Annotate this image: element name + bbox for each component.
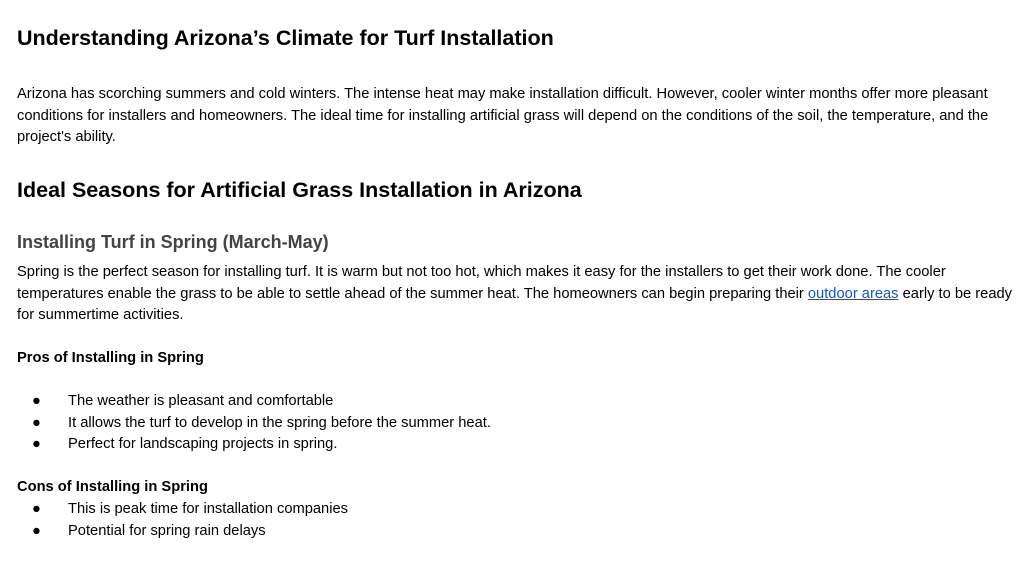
list-item-text: It allows the turf to develop in the spring before the summer heat.	[68, 414, 491, 431]
cons-heading: Cons of Installing in Spring	[17, 479, 208, 495]
list-item-text: Potential for spring rain delays	[68, 522, 266, 539]
outdoor-areas-link[interactable]: outdoor areas	[807, 285, 899, 302]
climate-paragraph: Arizona has scorching summers and cold winters. The intense heat may make installation difficult. However, cooler winter months offer more pleasant conditions for installers and homeowners. The ideal time for installing artificial grass will depend on the conditions of the soil, the temperature, and the project's ability.	[17, 86, 989, 145]
bullet-icon: ●	[32, 393, 41, 409]
list-item-text: Perfect for landscaping projects in spring.	[68, 436, 338, 452]
heading-spring: Installing Turf in Spring (March-May)	[17, 232, 329, 252]
bullet-icon: ●	[32, 414, 41, 431]
pros-heading: Pros of Installing in Spring	[17, 350, 204, 366]
list-item-pro-2	[17, 413, 491, 435]
list-item-con-2	[17, 521, 266, 543]
list-item-text: This is peak time for installation companies	[68, 501, 349, 517]
spring-paragraph	[17, 262, 1012, 327]
heading-ideal-seasons: Ideal Seasons for Artificial Grass Installation in Arizona	[17, 178, 582, 202]
list-item-con-1	[17, 499, 348, 521]
list-item-text: The weather is pleasant and comfortable	[68, 393, 334, 409]
bullet-icon: ●	[32, 436, 41, 452]
list-item-pro-1	[17, 391, 333, 413]
spring-text-after-link: early to be ready for summertime activities.	[17, 285, 1013, 323]
spring-text-before-link: Spring is the perfect season for installing turf. It is warm but not too hot, which makes it easy for the installers to get their work done. The cooler temperatures enable the grass to be able to settle ahead of the summer heat. The homeowners can begin preparing their	[17, 264, 946, 302]
list-item-pro-3	[17, 434, 337, 456]
heading-climate: Understanding Arizona’s Climate for Turf Installation	[17, 26, 554, 50]
bullet-icon: ●	[32, 501, 41, 517]
bullet-icon: ●	[32, 522, 41, 539]
